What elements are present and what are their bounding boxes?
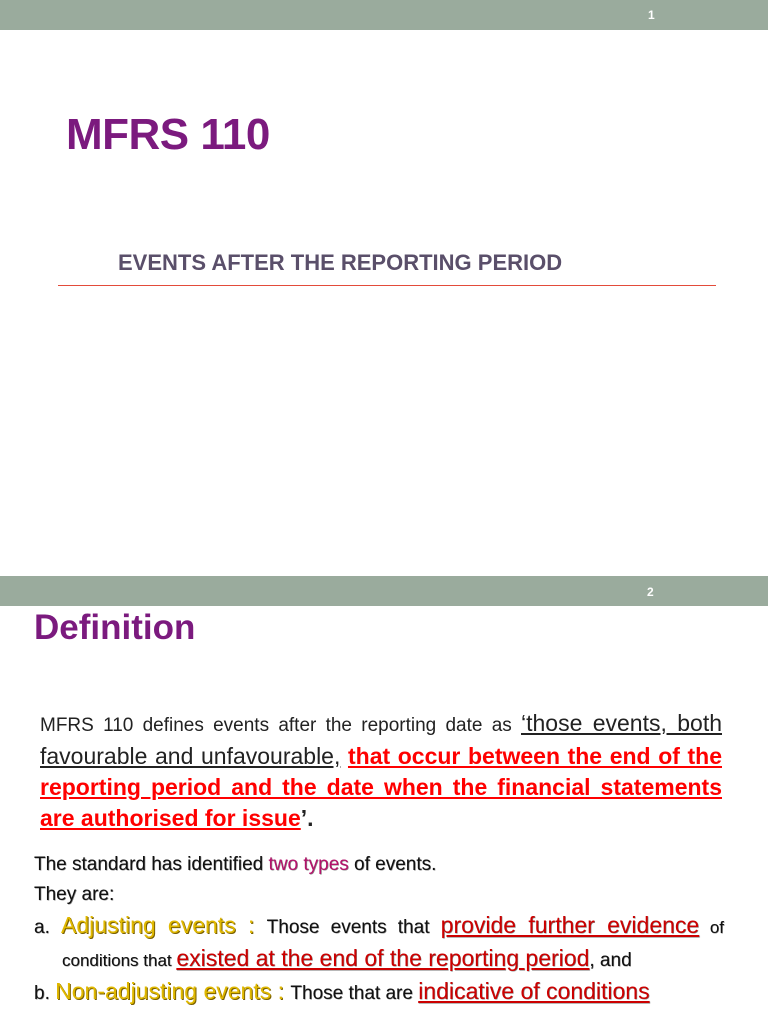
types-highlight: two types <box>268 854 349 875</box>
term-non-adjusting: Non-adjusting events <box>55 978 272 1004</box>
item-text: , and <box>589 950 632 971</box>
list-item <box>34 976 724 1009</box>
list-marker: a. <box>34 917 50 938</box>
list-marker: b. <box>34 983 50 1004</box>
definition-highlight: that occur between the end of the reporting period and the date when the financial statements are authorised for issue <box>40 743 722 831</box>
slide-number: 1 <box>648 8 655 22</box>
types-intro-end: of events. <box>348 854 437 875</box>
types-intro <box>34 850 436 910</box>
item-highlight: existed at the end of the reporting period <box>176 945 590 971</box>
slide-number: 2 <box>647 585 654 599</box>
slide-header-bar <box>0 576 768 606</box>
item-text: Those that are <box>290 983 419 1004</box>
term-separator: : <box>235 912 267 938</box>
term-adjusting: Adjusting events <box>61 912 236 938</box>
event-types-list <box>34 910 724 1009</box>
slide-header-bar <box>0 0 768 30</box>
slide-title: MFRS 110 <box>66 110 270 159</box>
subtitle-divider <box>58 285 716 286</box>
list-item <box>34 910 724 976</box>
item-text: of conditions that <box>62 918 724 970</box>
slide-heading: Definition <box>34 608 196 647</box>
definition-tail: ’. <box>300 805 314 831</box>
item-highlight: indicative of conditions <box>418 978 650 1004</box>
slide-2 <box>0 576 768 1024</box>
term-separator: : <box>271 978 291 1004</box>
item-text: Those events that <box>266 917 441 938</box>
slide-subtitle: EVENTS AFTER THE REPORTING PERIOD <box>118 250 563 275</box>
definition-quote: ‘those events, both favourable and unfavourable, <box>40 710 722 769</box>
definition-paragraph <box>40 708 722 834</box>
item-highlight: provide further evidence <box>440 912 700 938</box>
types-intro-text: The standard has identified <box>34 854 269 875</box>
types-intro-line2: They are: <box>34 884 115 905</box>
definition-lead: MFRS 110 defines events after the reporting date as <box>40 715 521 736</box>
